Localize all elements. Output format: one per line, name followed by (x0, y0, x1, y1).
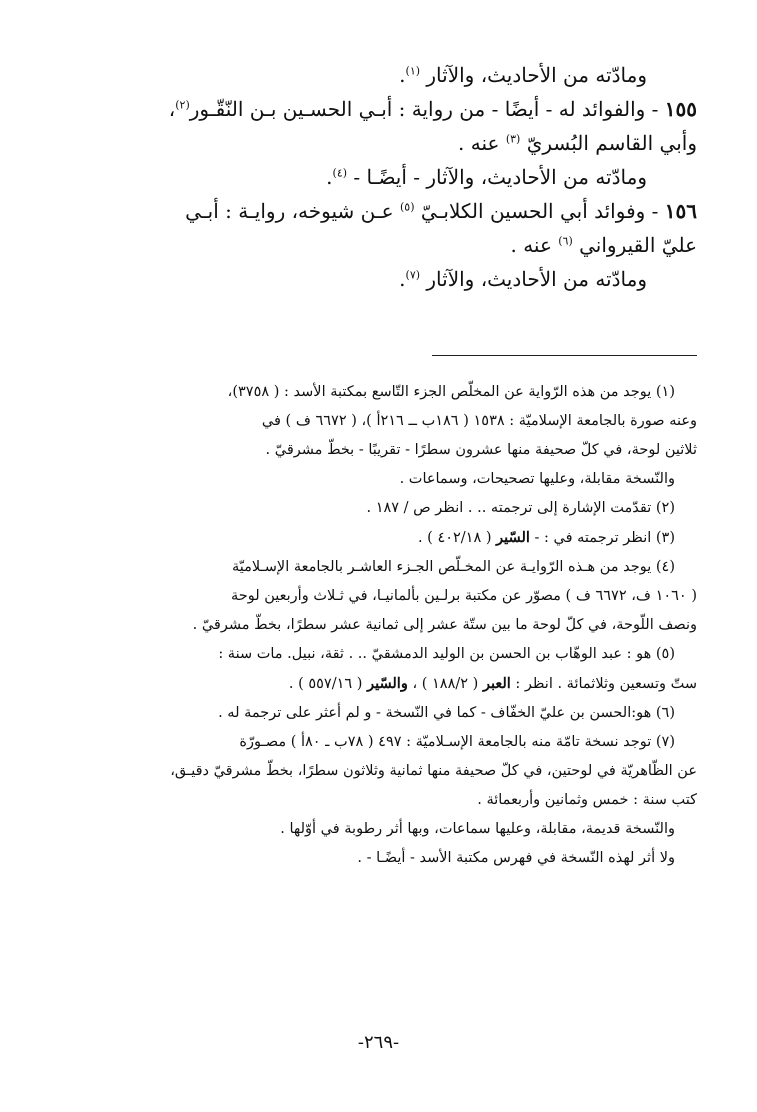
main-line-5-text: - وفوائد أبي الحسين الكلابـيّ (420, 199, 659, 223)
footnote-5-line-1: (٥) هو : عبد الوهّاب بن الحسن بن الوليد الدمشقيّ .. . ثقة، نبيل. مات سنة : (218, 646, 675, 662)
main-line-2: ١٥٥ - والفوائد له - أيضًا - من رواية : أبـي الحسـين بـن النّقّـور$^{(٢)}$، (168, 97, 697, 121)
main-line-4: ومادّته من الأحاديث، والآثار - أيضًـا - $^{(٤)}$. (326, 165, 647, 189)
main-line-6-tail: عنه . (510, 233, 552, 257)
entry-number-155: ١٥٥ (664, 97, 697, 121)
footnote-4-line-1: (٤) يوجد من هـذه الرّوايـة عن المخـلّص الجـزء العاشـر بالجامعة الإسـلاميّة (231, 559, 675, 575)
footnote-7-line-1: (٧) توجد نسخة تامّة منه بالجامعة الإسـلاميّة : ٤٩٧ ( ٧٨ب ـ ٨٠أ ) مصـورّة (239, 734, 675, 750)
footnote-5-ref-2: ( ٥٥٧/١٦ ) . (288, 676, 363, 692)
footnote-6: (٦) هو:الحسن بن عليّ الخفّاف - كما في النّسخة - و لم أعثر على ترجمة له . (218, 705, 675, 721)
footnote-7-line-3: كتب سنة : خمس وثمانين وأربعمائة . (477, 792, 697, 808)
footnote-5-ref-1: ( ١٨٨/٢ ) ، (412, 676, 479, 692)
footnote-divider (432, 355, 697, 356)
footnote-ref-1: (١) (405, 64, 421, 78)
footnote-7-line-5: ولا أثر لهذه النّسخة في فهرس مكتبة الأسد - أيضًـا - . (357, 850, 675, 866)
footnote-5-source-2: والسّير (367, 675, 408, 692)
footnote-1-line-1: (١) يوجد من هذه الرّواية عن المخلّص الجزء التّاسع بمكتبة الأسد : ( ٣٧٥٨)، (227, 384, 675, 400)
main-line-7: ومادّته من الأحاديث، والآثار $^{(٧)}$. (399, 267, 647, 291)
main-text (57, 58, 697, 296)
main-line-3-tail: عنه . (458, 131, 500, 155)
footnote-ref-3: (٣) (505, 132, 521, 146)
main-line-2-text: - والفوائد له - أيضًا - من رواية : أبـي الحسـين بـن النّقّـور (189, 97, 659, 121)
main-line-1-text: ومادّته من الأحاديث، والآثار (426, 63, 647, 87)
footnote-1-line-4: والنّسخة مقابلة، وعليها تصحيحات، وسماعات . (399, 471, 675, 487)
main-line-3 (57, 126, 697, 160)
footnote-2: (٢) تقدّمت الإشارة إلى ترجمته .. . انظر ص / ١٨٧ . (366, 500, 675, 516)
main-line-3-text: وأبي القاسم البُسريّ (526, 131, 697, 155)
footnote-4-line-3: ونصف اللّوحة، في كلّ لوحة ما بين ستّة عشر إلى ثمانية عشر سطرًا، بخطّ مشرقيّ . (192, 617, 697, 633)
entry-number-156: ١٥٦ (664, 199, 697, 223)
main-line-1: ومادّته من الأحاديث، والآثار $^{(١)}$. (399, 63, 647, 87)
footnote-ref-7: (٧) (405, 268, 421, 282)
main-line-5 (57, 194, 697, 228)
footnote-4-line-2: ( ١٠٦٠ ف، ٦٦٧٢ ف ) مصوّر عن مكتبة برلـين بألمانيـا، في ثـلاث وأربعين لوحة (230, 588, 697, 604)
footnote-ref-2: (٢) (175, 98, 190, 112)
footnote-ref-5: (٥) (399, 200, 415, 214)
footnote-1-line-2: وعنه صورة بالجامعة الإسلاميّة : ١٥٣٨ ( ١٨٦ب ــ ٢١٦أ )، ( ٦٦٧٢ ف ) في (261, 413, 697, 429)
footnote-ref-4: (٤) (332, 166, 348, 180)
footnote-3 (57, 523, 697, 553)
footnote-1-line-3: ثلاثين لوحة، في كلّ صحيفة منها عشرون سطرًا - تقريبًا - بخطّ مشرقيّ . (265, 442, 697, 458)
main-line-6-text: عليّ القيرواني (579, 233, 697, 257)
main-line-6 (57, 228, 697, 262)
footnote-3-prefix: (٣) انظر ترجمته في : - (534, 530, 675, 546)
footnote-7-line-4: والنّسخة قديمة، مقابلة، وعليها سماعات، وبها أثر رطوبة في أوّلها . (280, 821, 675, 837)
page-number: -٢٦٩- (357, 1032, 400, 1053)
main-line-7-text: ومادّته من الأحاديث، والآثار (426, 267, 647, 291)
footnote-7-line-2: عن الظّاهريّة في لوحتين، في كلّ صحيفة منها ثمانية وثلاثون سطرًا، بخطّ مشرقيّ دقيـق، (170, 763, 697, 779)
footnote-3-ref: ( ٤٠٢/١٨ ) . (417, 530, 492, 546)
footnote-5-prefix: ستّ وتسعين وثلاثمائة . انظر : (515, 676, 697, 692)
footnote-5-source-1: العبر (482, 675, 511, 692)
footnote-5-line-2 (57, 669, 697, 699)
footnotes (57, 378, 697, 873)
main-line-5-tail: عـن شيوخه، روايـة : أبـي (185, 199, 394, 223)
main-line-4-text: ومادّته من الأحاديث، والآثار - أيضًـا - (353, 165, 647, 189)
footnote-3-source: السّير (496, 529, 530, 546)
footnote-ref-6: (٦) (558, 234, 573, 248)
